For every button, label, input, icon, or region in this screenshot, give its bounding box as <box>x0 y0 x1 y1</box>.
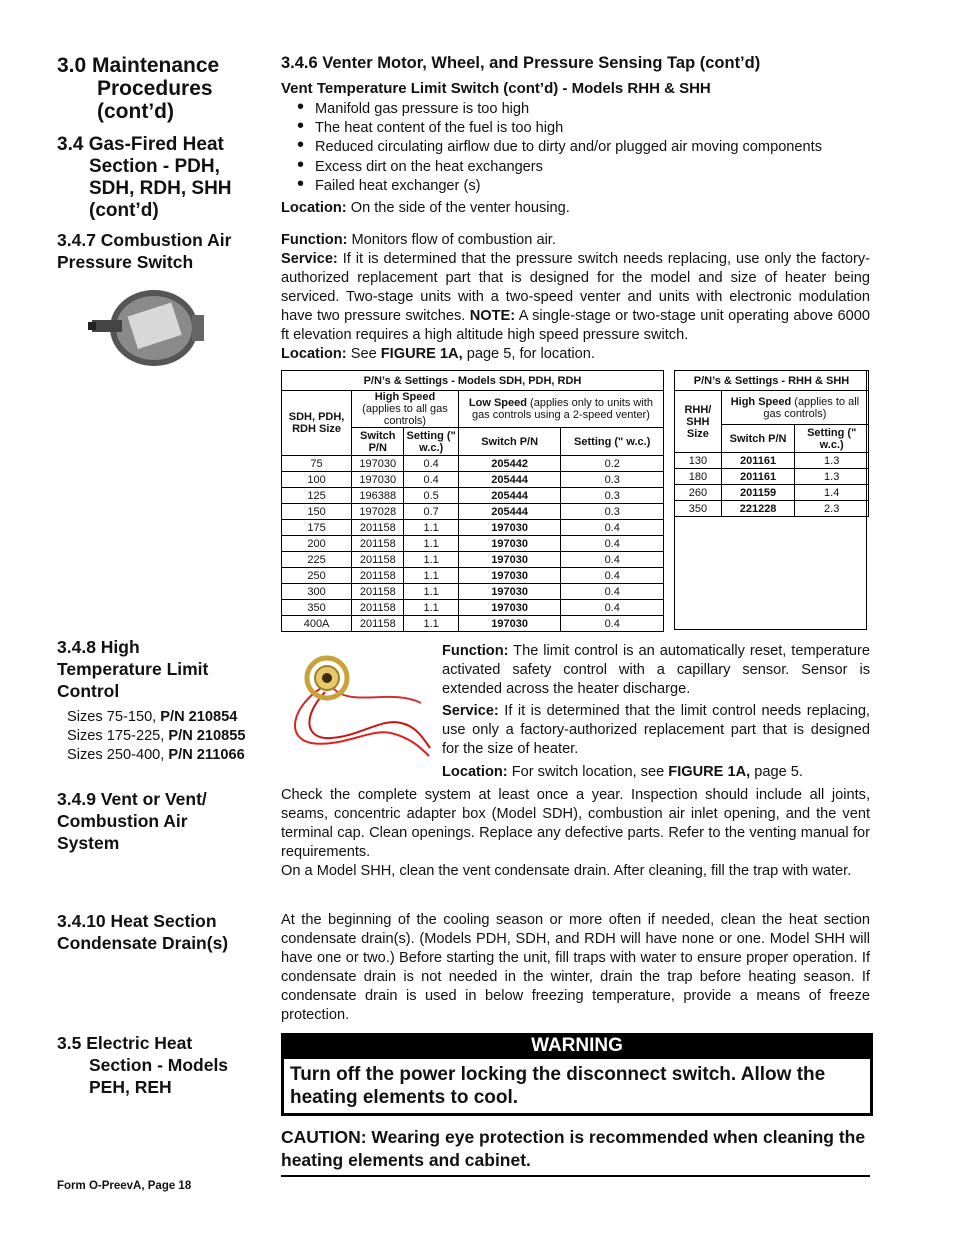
table-cell: 1.1 <box>404 568 458 584</box>
table-cell: 1.4 <box>795 485 869 501</box>
table-cell: 201158 <box>352 616 404 632</box>
table-cell: 0.4 <box>561 536 664 552</box>
table-cell: 150 <box>282 504 352 520</box>
pressure-switch-function: Function: Monitors flow of combustion air. <box>281 232 556 248</box>
size-line: Sizes 250-400, P/N 211066 <box>67 747 245 763</box>
table-row <box>282 552 664 568</box>
warning-box <box>281 1033 873 1116</box>
table-cell: 0.3 <box>561 504 664 520</box>
low-speed-header: Low Speed (applies only to units with gas controls using a 2-speed venter) <box>458 391 663 428</box>
table-row <box>675 453 869 469</box>
table-cell: 2.3 <box>795 501 869 517</box>
section-3-4-7-heading: 3.4.7 Combustion Air Pressure Switch <box>57 230 232 272</box>
limit-control-text <box>442 642 870 782</box>
table-cell: 197030 <box>458 552 561 568</box>
pn-settings-table-rhh-shh: P/N’s & Settings - RHH & SHH RHH/ SHH Size High Speed (applies to all gas controls) Switch P/N Setting (" w.c.) 130 201161 1.3 180 201161 1.3 260 201159 1.4 350 221228 2.3 <box>674 370 869 517</box>
table-cell: 197030 <box>458 568 561 584</box>
table-cell: 1.1 <box>404 552 458 568</box>
list-item: • Failed heat exchanger (s) <box>281 177 871 196</box>
table-row <box>282 536 664 552</box>
section-3-0-heading: 3.0 Maintenance Procedures (cont’d) <box>57 54 220 123</box>
table-cell: 225 <box>282 552 352 568</box>
pressure-switch-service: Service: If it is determined that the pressure switch needs replacing, use only the factory-authorized replacement part that is designed for the model and size of heater being serviced. Two-stage units with a two-speed venter and units with electronic modulation have two pressure switches. NOTE: A single-stage or two-stage unit operating above 6000 ft elevation requires a high altitude high speed pressure switch. <box>281 251 871 343</box>
table-cell: 1.3 <box>795 453 869 469</box>
pressure-switch-location: Location: See FIGURE 1A, page 5, for location. <box>281 346 595 362</box>
table-row <box>282 600 664 616</box>
warning-text: Turn off the power locking the disconnect switch. Allow the heating elements to cool. <box>281 1059 873 1116</box>
table-cell: 197030 <box>352 472 404 488</box>
table-cell: 197028 <box>352 504 404 520</box>
high-speed-header: High Speed (applies to all gas controls) <box>352 391 459 428</box>
table-cell: 1.1 <box>404 536 458 552</box>
warning-title: WARNING <box>281 1033 873 1059</box>
table-row <box>675 469 869 485</box>
table-cell: 0.4 <box>561 520 664 536</box>
table-row <box>282 520 664 536</box>
table-cell: 0.3 <box>561 472 664 488</box>
table-cell: 201158 <box>352 584 404 600</box>
size-line: Sizes 75-150, P/N 210854 <box>67 709 238 725</box>
vent-limit-location: Location: On the side of the venter housing. <box>281 200 570 216</box>
condensate-drain-text: At the beginning of the cooling season or more often if needed, clean the heat section condensate drain(s). (Models PDH, SDH, and RDH will have none or one. Model SHH will have one or two.) Before starting the unit, fill traps with water to ensure proper operation. If condensate drain is not needed in the winter, drain the trap before heating season. If condensate drain is used in below freezing temperature, provide a means of freeze protection. <box>281 912 870 1023</box>
limit-function: Function: The limit control is an automatically reset, temperature activated safety control with a capillary sensor. Sensor is extended across the heater discharge. <box>442 643 870 697</box>
pressure-switch-image <box>88 287 214 369</box>
table-cell: 0.5 <box>404 488 458 504</box>
table-cell: 205444 <box>458 472 561 488</box>
table-cell: 197030 <box>458 616 561 632</box>
table-cell: 100 <box>282 472 352 488</box>
table-cell: 201159 <box>721 485 795 501</box>
table-cell: 260 <box>675 485 722 501</box>
table-cell: 0.4 <box>561 568 664 584</box>
table-cell: 197030 <box>352 456 404 472</box>
table-cell: 400A <box>282 616 352 632</box>
table-cell: 197030 <box>458 536 561 552</box>
list-item: • The heat content of the fuel is too high <box>281 119 871 138</box>
table-cell: 0.3 <box>561 488 664 504</box>
table-cell: 201158 <box>352 552 404 568</box>
table-cell: 201158 <box>352 600 404 616</box>
section-3-5-heading: 3.5 Electric Heat Section - Models PEH, REH <box>57 1033 229 1097</box>
section-3-4-9-heading: 3.4.9 Vent or Vent/ Combustion Air System <box>57 789 207 853</box>
list-item: • Manifold gas pressure is too high <box>281 100 871 119</box>
limit-location: Location: For switch location, see FIGURE 1A, page 5. <box>442 764 803 780</box>
table-row <box>282 472 664 488</box>
table-row <box>282 456 664 472</box>
table-cell: 250 <box>282 568 352 584</box>
table-cell: 201158 <box>352 520 404 536</box>
caution-text: CAUTION: Wearing eye protection is recommended when cleaning the heating elements and cabinet. <box>281 1127 866 1170</box>
table-cell: 350 <box>675 501 722 517</box>
table-cell: 0.7 <box>404 504 458 520</box>
list-item: • Reduced circulating airflow due to dirty and/or plugged air moving components <box>281 138 871 157</box>
table-cell: 1.1 <box>404 616 458 632</box>
table-row <box>282 568 664 584</box>
table-cell: 0.4 <box>561 552 664 568</box>
table-cell: 0.4 <box>561 600 664 616</box>
vent-limit-causes-list <box>281 100 871 196</box>
table-cell: 350 <box>282 600 352 616</box>
table-cell: 197030 <box>458 584 561 600</box>
table-cell: 0.2 <box>561 456 664 472</box>
table-cell: 201158 <box>352 568 404 584</box>
table-cell: 0.4 <box>404 456 458 472</box>
vent-system-text: Check the complete system at least once a year. Inspection should include all joints, seams, concentric adapter box (Model SDH), combustion air inlet opening, and the vent terminal cap. Clean openings. Replace any defective parts. Refer to the venting manual for requirements. On a Model SHH, clean the vent condensate drain. After cleaning, fill the trap with water. <box>281 787 870 879</box>
table-row <box>282 488 664 504</box>
table-cell: 205444 <box>458 504 561 520</box>
vent-limit-subheading: Vent Temperature Limit Switch (cont’d) - Models RHH & SHH <box>281 80 711 97</box>
page-footer: Form O-PreevA, Page 18 <box>57 1180 192 1192</box>
table-cell: 300 <box>282 584 352 600</box>
table-cell: 201161 <box>721 469 795 485</box>
section-3-4-10-heading: 3.4.10 Heat Section Condensate Drain(s) <box>57 911 229 953</box>
limit-service: Service: If it is determined that the limit control needs replacing, use only a factory-authorized replacement part that is designed for the size of heater. <box>442 703 870 757</box>
table-cell: 205444 <box>458 488 561 504</box>
section-3-4-heading: 3.4 Gas-Fired Heat Section - PDH, SDH, RDH, SHH (cont’d) <box>57 134 232 221</box>
table-cell: 196388 <box>352 488 404 504</box>
table-row <box>675 501 869 517</box>
pressure-switch-text <box>281 231 870 364</box>
table-cell: 180 <box>675 469 722 485</box>
high-speed-header: High Speed (applies to all gas controls) <box>721 391 868 425</box>
table-cell: 1.1 <box>404 584 458 600</box>
table-cell: 1.1 <box>404 520 458 536</box>
table-row <box>675 485 869 501</box>
table-cell: 201158 <box>352 536 404 552</box>
table-cell: 75 <box>282 456 352 472</box>
section-3-4-8-heading: 3.4.8 High Temperature Limit Control <box>57 637 209 701</box>
table-row <box>282 616 664 632</box>
table-cell: 1.3 <box>795 469 869 485</box>
table-row <box>282 504 664 520</box>
table-cell: 125 <box>282 488 352 504</box>
table-cell: 200 <box>282 536 352 552</box>
section-3-4-6-heading: 3.4.6 Venter Motor, Wheel, and Pressure Sensing Tap (cont’d) <box>281 54 761 72</box>
table-cell: 1.1 <box>404 600 458 616</box>
limit-size-list <box>67 708 246 765</box>
limit-control-image <box>281 648 431 760</box>
table-cell: 205442 <box>458 456 561 472</box>
table-cell: 221228 <box>721 501 795 517</box>
table-cell: 197030 <box>458 520 561 536</box>
table-cell: 197030 <box>458 600 561 616</box>
table-cell: 0.4 <box>404 472 458 488</box>
size-line: Sizes 175-225, P/N 210855 <box>67 728 246 744</box>
table-cell: 175 <box>282 520 352 536</box>
table-cell: 201161 <box>721 453 795 469</box>
table-cell: 0.4 <box>561 584 664 600</box>
table-row <box>282 584 664 600</box>
list-item: • Excess dirt on the heat exchangers <box>281 158 871 177</box>
pn-settings-table-sdh-pdh-rdh: P/N’s & Settings - Models SDH, PDH, RDH SDH, PDH, RDH Size High Speed (applies to all gas controls) Low Speed (applies only to units with gas controls using a 2-speed venter) Switch P/N Setting (" w.c.) Switch P/N Setting (" w.c.) 75 197030 0.4 205442 0.2 100 197030 0.4 205444 0.3 125 196388 0.5 205444 0.3 150 197028 0.7 205444 0.3 175 201158 1.1 197030 0.4 200 201158 1.1 197030 0.4 225 201158 1.1 197030 0.4 250 201158 1.1 197030 0.4 300 201158 1.1 197030 0.4 350 201158 1.1 197030 0.4 400A 201158 1.1 197030 0.4 <box>281 370 664 632</box>
table-cell: 0.4 <box>561 616 664 632</box>
section-divider <box>281 1175 870 1177</box>
table-cell: 130 <box>675 453 722 469</box>
